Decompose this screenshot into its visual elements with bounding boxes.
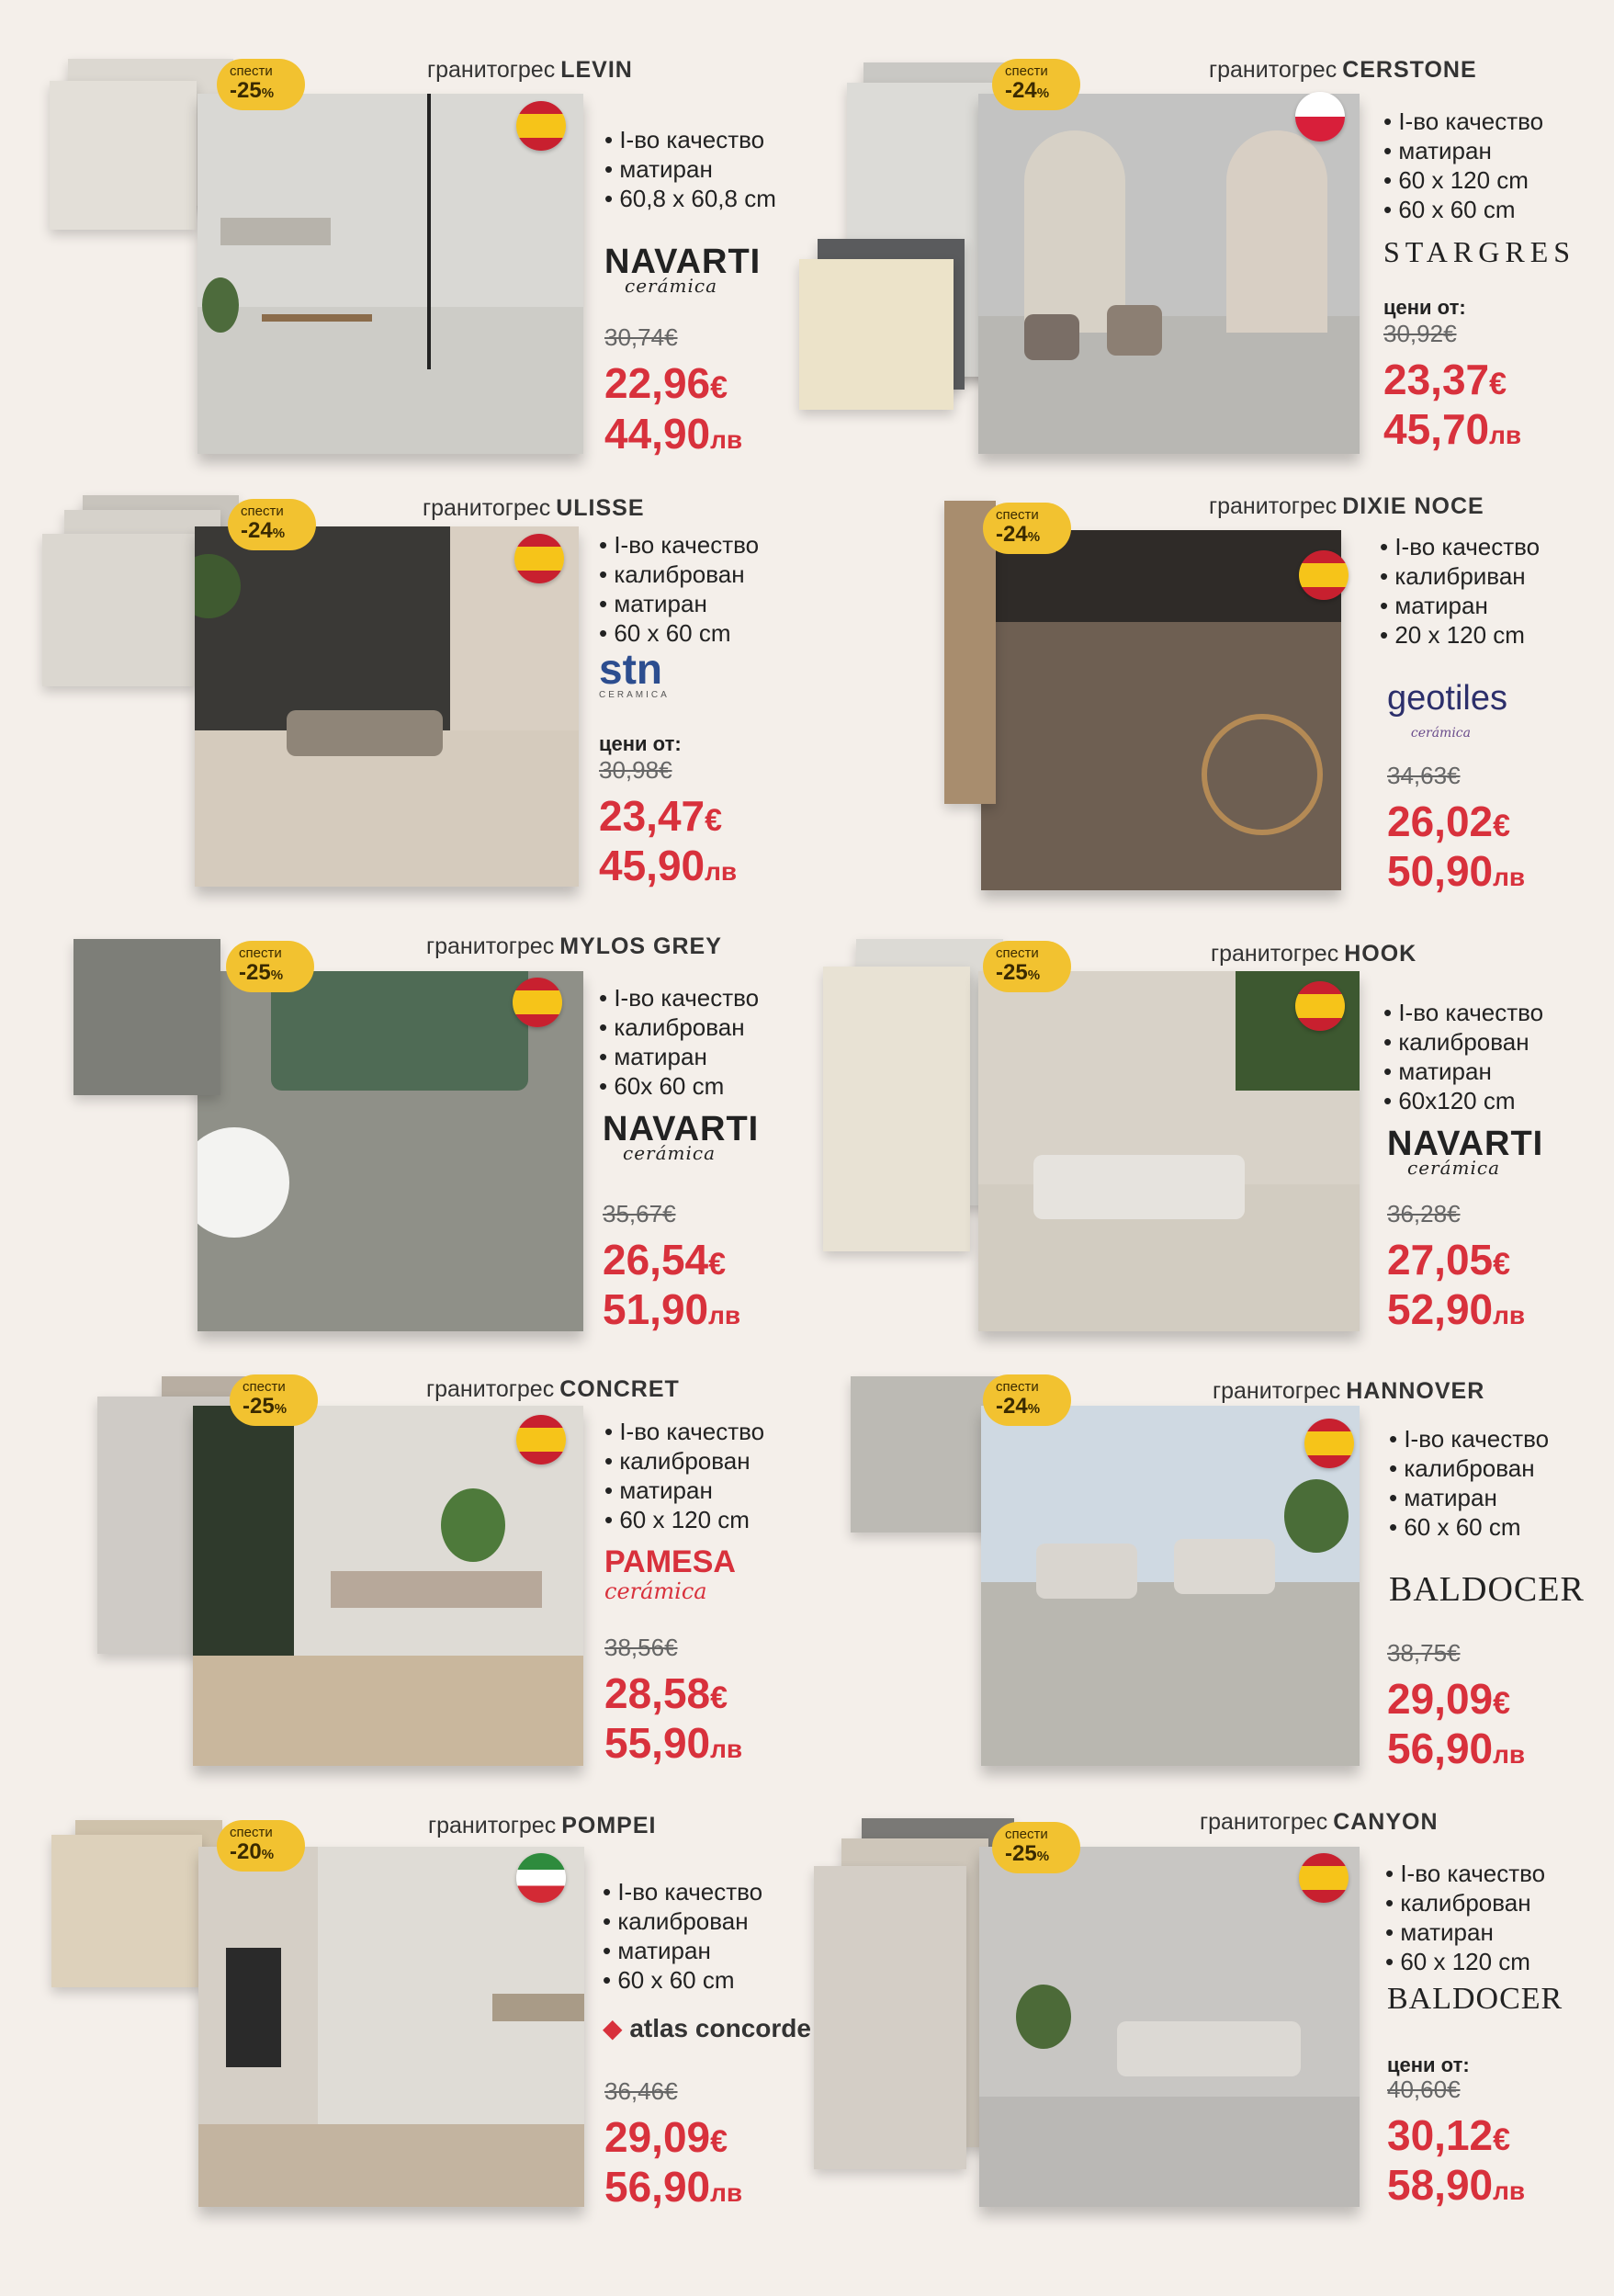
old-price: 30,74€ [604,323,678,351]
from-label: цени от: [1387,2053,1470,2076]
price-eur: 29,09€ [604,2113,728,2161]
price-eur: 23,47€ [599,792,723,840]
product-title: гранитогрес HOOK [1211,941,1417,967]
product-card-dixie-noce[interactable] [799,492,1589,914]
from-label: цени от: [1383,296,1466,319]
spec-list: • I-во качество • калиброван • матиран • 60 x 60 cm [603,1877,762,1995]
price-eur: 26,02€ [1387,797,1511,845]
product-card-hook[interactable] [799,930,1589,1352]
discount-badge: спести -24% [228,499,316,550]
product-photo [193,1406,583,1766]
product-photo [198,971,583,1331]
brand-logo: NAVARTI cerámica [603,1110,760,1164]
spec-list: • I-во качество • калиброван • матиран • 60 x 60 cm [599,530,759,648]
price-eur: 28,58€ [604,1669,728,1717]
product-card-mylos-grey[interactable] [46,930,836,1352]
price-lv: 58,90лв [1387,2161,1526,2209]
price-lv: 45,70лв [1383,405,1522,453]
price-lv: 56,90лв [604,2163,743,2211]
poland-flag-icon [1295,92,1345,141]
brand-logo: stn CERAMICA [599,645,670,700]
from-label: цени от: [599,732,682,755]
price-eur: 27,05€ [1387,1236,1511,1284]
spain-flag-icon [1304,1419,1354,1468]
old-price: 40,60€ [1387,2075,1461,2103]
product-title: гранитогрес POMPEI [428,1813,657,1838]
italy-flag-icon [516,1853,566,1903]
discount-badge: спести -24% [983,1374,1071,1426]
discount-badge: спести -25% [230,1374,318,1426]
spec-list: • I-во качество • матиран • 60 x 120 cm • 60 x 60 cm [1383,107,1543,224]
brand-logo: BALDOCER [1387,1982,1563,2016]
spain-flag-icon [516,101,566,151]
product-card-concret[interactable] [46,1367,836,1790]
discount-badge: спести -25% [226,941,314,992]
old-price: 30,98€ [599,756,672,784]
price-lv: 52,90лв [1387,1285,1526,1333]
spec-list: • I-во качество • калиброван • матиран • 60 x 120 cm [1385,1859,1545,1976]
product-title: гранитогрес ULISSE [423,495,645,521]
product-title: гранитогрес CANYON [1200,1809,1439,1835]
tile-sample [42,534,197,686]
product-card-canyon[interactable] [799,1805,1589,2228]
old-price: 38,56€ [604,1634,678,1661]
old-price: 36,46€ [604,2077,678,2105]
spec-list: • I-во качество • калибриван • матиран • 20 x 120 cm [1380,532,1540,650]
spec-list: • I-во качество • калиброван • матиран • 60 x 120 cm [604,1417,764,1534]
tile-sample [799,259,954,410]
product-title: гранитогрес MYLOS GREY [426,933,722,959]
product-photo [198,94,583,454]
old-price: 38,75€ [1387,1639,1461,1667]
tile-sample [823,967,970,1251]
product-photo [981,1406,1360,1766]
old-price: 36,28€ [1387,1200,1461,1227]
price-lv: 56,90лв [1387,1725,1526,1772]
spain-flag-icon [1299,1853,1349,1903]
product-photo [978,94,1360,454]
tile-sample [51,1835,202,1987]
price-eur: 22,96€ [604,359,728,407]
spec-list: • I-во качество • калиброван • матиран • 60x120 cm [1383,998,1543,1115]
tile-sample [814,1866,966,2169]
price-lv: 50,90лв [1387,847,1526,895]
product-title: гранитогрес LEVIN [427,57,633,83]
brand-logo: ◆ atlas concorde [603,2014,811,2042]
price-lv: 55,90лв [604,1719,743,1767]
discount-badge: спести -25% [992,1822,1080,1873]
spec-list: • I-во качество • калиброван • матиран • 60x 60 cm [599,983,759,1101]
price-lv: 44,90лв [604,410,743,458]
discount-badge: спести -25% [217,59,305,110]
spec-list: • I-во качество • калиброван • матиран • 60 x 60 cm [1389,1424,1549,1542]
product-title: гранитогрес CONCRET [426,1376,680,1402]
product-photo [198,1847,584,2207]
old-price: 30,92€ [1383,320,1457,347]
discount-badge: спести -25% [983,941,1071,992]
brand-logo: STARGRES [1383,235,1576,268]
product-photo [978,971,1360,1331]
old-price: 34,63€ [1387,762,1461,789]
discount-badge: спести -24% [992,59,1080,110]
product-card-cerstone[interactable] [799,55,1589,478]
brand-logo: BALDOCER [1389,1570,1585,1609]
brand-logo: NAVARTI cerámica [604,243,762,297]
price-eur: 23,37€ [1383,356,1507,403]
tile-sample [944,501,996,804]
product-title: гранитогрес CERSTONE [1209,57,1477,83]
discount-badge: спести -24% [983,503,1071,554]
product-title: гранитогрес DIXIE NOCE [1209,493,1484,519]
product-title: гранитогрес HANNOVER [1213,1378,1485,1404]
price-eur: 26,54€ [603,1236,727,1284]
price-lv: 51,90лв [603,1285,741,1333]
price-lv: 45,90лв [599,842,738,889]
price-eur: 29,09€ [1387,1675,1511,1723]
brand-logo: PAMESA cerámica [604,1544,736,1604]
spain-flag-icon [1295,981,1345,1031]
old-price: 35,67€ [603,1200,676,1227]
tile-sample [73,939,220,1095]
price-eur: 30,12€ [1387,2111,1511,2159]
brand-logo: NAVARTI cerámica [1387,1125,1544,1179]
product-card-ulisse[interactable] [37,492,827,914]
product-card-hannover[interactable] [799,1367,1589,1790]
product-photo [979,1847,1360,2207]
spain-flag-icon [513,978,562,1027]
brand-logo: geotiles cerámica [1387,679,1507,741]
product-card-levin[interactable] [46,55,836,478]
tile-sample [50,81,197,230]
product-photo [981,530,1341,890]
product-card-pompei[interactable] [46,1805,836,2228]
spain-flag-icon [514,534,564,583]
product-photo [195,526,579,887]
spec-list: • I-во качество • матиран • 60,8 x 60,8 cm [604,125,776,213]
discount-badge: спести -20% [217,1820,305,1872]
spain-flag-icon [516,1415,566,1465]
spain-flag-icon [1299,550,1349,600]
